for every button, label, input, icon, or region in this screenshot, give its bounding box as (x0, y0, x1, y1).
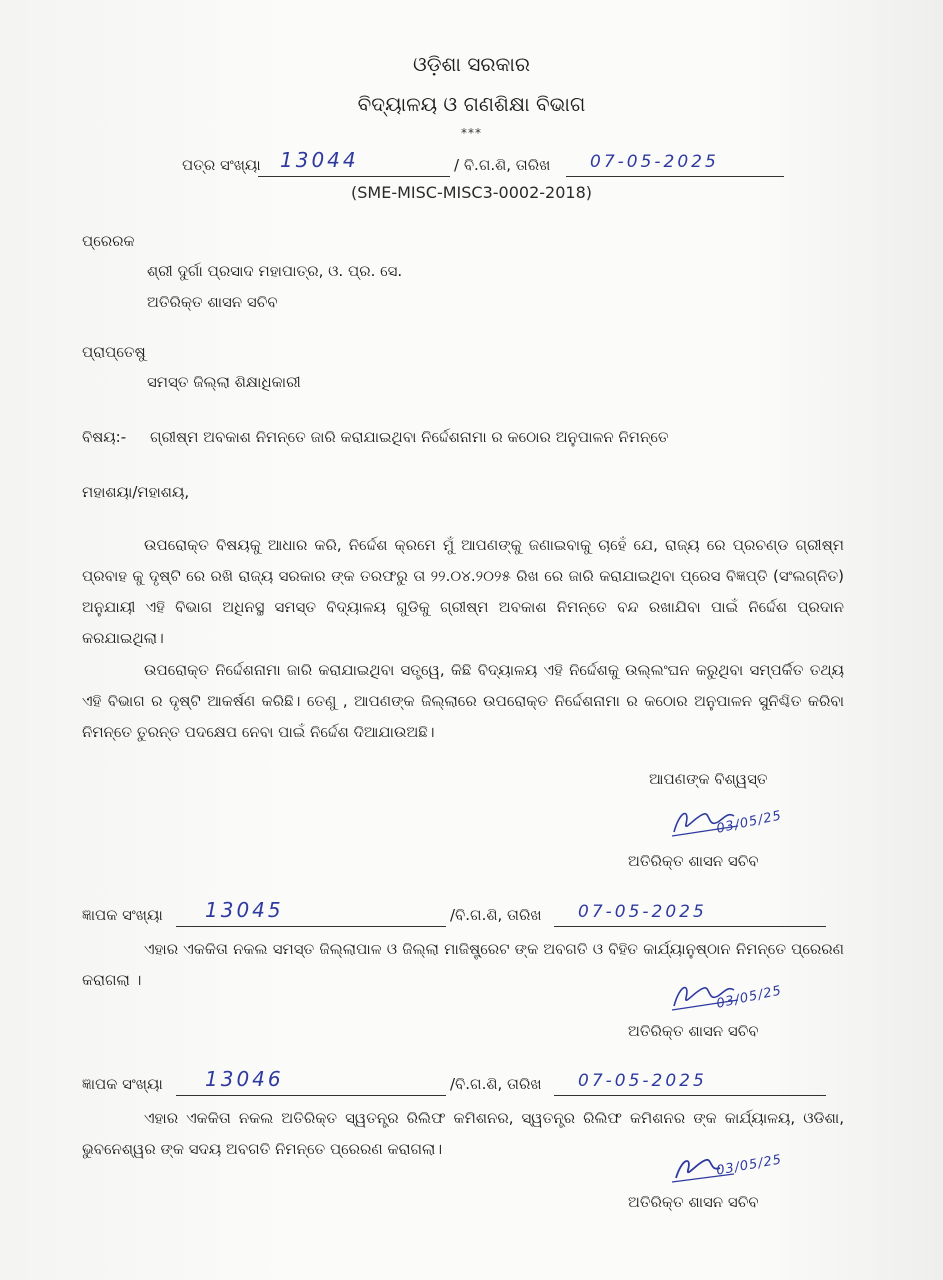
memo2-date: 07-05-2025 (578, 1071, 707, 1091)
closing-designation: ଅତିରିକ୍ତ ଶାସନ ସଚିବ (628, 852, 759, 870)
memo2-dept-date-label: /ବି.ଗ.ଶି, ତାରିଖ (450, 1075, 542, 1093)
memo2-label: ଜ୍ଞାପକ ସଂଖ୍ୟା (82, 1075, 163, 1093)
subject-text: ଗ୍ରୀଷ୍ମ ଅବକାଶ ନିମନ୍ତେ ଜାରି କରାଯାଇଥିବା ନିର୍ଦ୍ଦେଶନାମା ର କଠୋର ଅନୁପାଳନ ନିମନ୍ତେ (150, 428, 669, 446)
letter-date-value: 07-05-2025 (590, 152, 719, 172)
signature-1-date: 03/05/25 (715, 808, 784, 837)
sender-name: ଶ୍ରୀ ଦୁର୍ଗା ପ୍ରସାଦ ମହାପାତ୍ର, ଓ. ପ୍ର. ସେ. (147, 262, 403, 280)
memo1-number-underline (176, 926, 446, 927)
letter-date-underline (566, 176, 784, 177)
memo2-text: ଏହାର ଏକକିତା ନକଲ ଅତିରିକ୍ତ ସ୍ୱତନ୍ତ୍ର ରିଲିଫ କମିଶନର, ସ୍ୱତନ୍ତ୍ର ରିଲିଫ କମିଶନର ଙ୍କ କାର୍ଯ୍ୟାଳୟ, ଓଡିଶା, ଭୁବନେଶ୍ୱର ଙ୍କ ସଦୟ ଅବଗତି ନିମନ୍ତେ ପ୍ରେରଣ କରାଗଲା। (82, 1109, 844, 1158)
memo1-designation: ଅତିରିକ୍ତ ଶାସନ ସଚିବ (628, 1022, 759, 1040)
memo2-number-underline (176, 1095, 446, 1096)
body-paragraph-2: ଉପରୋକ୍ତ ନିର୍ଦ୍ଦେଶନାମା ଜାରି କରାଯାଇଥିବା ସତ୍ତ୍ୱେ, କିଛି ବିଦ୍ୟାଳୟ ଏହି ନିର୍ଦ୍ଦେଶକୁ ଉଲ୍ଲଂଘନ କରୁଥିବା ସମ୍ପର୍କିତ ତଥ୍ୟ ଏହି ବିଭାଗ ର ଦୃଷ୍ଟି ଆକର୍ଷଣ କରିଛି। ତେଣୁ , ଆପଣଙ୍କ ଜିଲ୍ଲାରେ ଉପରୋକ୍ତ ନିର୍ଦ୍ଦେଶନାମା ର କଠୋର ଅନୁପାଳନ ସୁନିଶ୍ଚିତ କରିବା ନିମନ୍ତେ ତୁରନ୍ତ ପଦକ୍ଷେପ ନେବା ପାଇଁ ନିର୍ଦ୍ଦେଶ ଦିଆଯାଉଅଛି। (82, 661, 844, 741)
sender-label: ପ୍ରେରକ (82, 232, 135, 250)
salutation: ମହାଶୟା/ମହାଶୟ, (82, 483, 190, 501)
body-paragraph-1: ଉପରୋକ୍ତ ବିଷୟକୁ ଆଧାର କରି, ନିର୍ଦ୍ଦେଶ କ୍ରମେ ମୁଁ ଆପଣଙ୍କୁ ଜଣାଇବାକୁ ଚାହେଁ ଯେ, ରାଜ୍ୟ ରେ ପ୍ରଚଣ୍ଡ ଗ୍ରୀଷ୍ମ ପ୍ରବାହ କୁ ଦୃଷ୍ଟି ରେ ରଖି ରାଜ୍ୟ ସରକାର ଙ୍କ ତରଫରୁ ତା ୨୨.୦୪.୨୦୨୫ ରିଖ ରେ ଜାରି କରାଯାଇଥିବା ପ୍ରେସ ବିଜ୍ଞପ୍ତି (ସଂଲଗ୍ନିତ) ଅନୁଯାୟୀ ଏହି ବିଭାଗ ଅଧିନସ୍ଥ ସମସ୍ତ ବିଦ୍ୟାଳୟ ଗୁଡିକୁ ଗ୍ରୀଷ୍ମ ଅବକାଶ ନିମନ୍ତେ ବନ୍ଦ ରଖାଯିବା ପାଇଁ ନିର୍ଦ୍ଦେଶ ପ୍ରଦାନ କରଯାଇଥିଲା। (82, 536, 844, 647)
file-reference: (SME-MISC-MISC3-0002-2018) (351, 183, 592, 202)
memo1-date-underline (554, 926, 826, 927)
memo1-number: 13045 (205, 898, 284, 922)
memo1-label: ଜ୍ଞାପକ ସଂଖ୍ୟା (82, 906, 163, 924)
signature-2-date: 03/05/25 (715, 983, 784, 1012)
sender-designation: ଅତିରିକ୍ତ ଶାସନ ସଚିବ (147, 293, 278, 311)
letter-no-value: 13044 (280, 148, 359, 172)
recipient-name: ସମସ୍ତ ଜିଲ୍ଲା ଶିକ୍ଷାଧିକାରୀ (147, 373, 301, 391)
memo2-number: 13046 (205, 1067, 284, 1091)
department-heading: ବିଦ୍ୟାଳୟ ଓ ଗଣଶିକ୍ଷା ବିଭାଗ (357, 92, 586, 116)
letter-no-underline (258, 176, 450, 177)
letter-no-label: ପତ୍ର ସଂଖ୍ୟା (182, 156, 261, 174)
memo1-dept-date-label: /ବି.ଗ.ଶି, ତାରିଖ (450, 906, 542, 924)
memo1-text: ଏହାର ଏକକିତା ନକଲ ସମସ୍ତ ଜିଲ୍ଲାପାଳ ଓ ଜିଲ୍ଲା ମାଜିଷ୍ଟ୍ରେଟ ଙ୍କ ଅବଗତି ଓ ବିହିତ କାର୍ଯ୍ୟାନୁଷ୍ଠାନ ନିମନ୍ତେ ପ୍ରେରଣ କରାଗଲା । (82, 940, 844, 989)
signature-3-date: 03/05/25 (715, 1152, 784, 1179)
closing-yours: ଆପଣଙ୍କ ବିଶ୍ୱସ୍ତ (649, 770, 768, 788)
letter-dept-date-label: / ବି.ଗ.ଶି, ତାରିଖ (454, 156, 551, 174)
header-stars: *** (461, 126, 482, 140)
memo2-date-underline (554, 1095, 826, 1096)
memo1-date: 07-05-2025 (578, 902, 707, 922)
government-heading: ଓଡ଼ିଶା ସରକାର (412, 52, 531, 76)
memo2-designation: ଅତିରିକ୍ତ ଶାସନ ସଚିବ (628, 1193, 759, 1211)
recipient-label: ପ୍ରାପ୍ତେଷୁ (82, 343, 146, 361)
subject-label: ବିଷୟ:- (82, 428, 127, 446)
